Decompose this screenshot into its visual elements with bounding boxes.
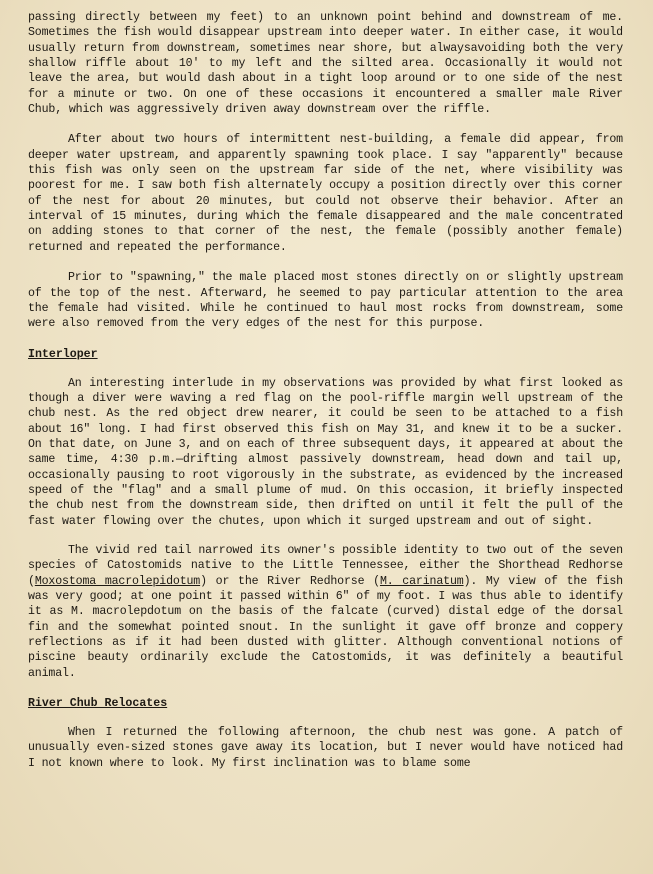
species-name-shorthead: Moxostoma macrolepidotum (34, 574, 201, 588)
paragraph-stone-placement: Prior to "spawning," the male placed most stones directly on or slightly upstream of the top of the nest. Afterward, he seemed to pay particular attention to the area the female had visited. While he continued to haul most rocks from downstream, some were also removed from the very edges of the nest for this purpose. (28, 271, 623, 331)
paragraph-redhorse-text-3: ). My view of the fish was very good; at one point it passed within 6" of my foot. I was thus able to identify it as M. macrolepdotum on the basis of the falcate (curved) distal edge of the dorsal fin and the somewhat pointed snout. In the sunlight it gave off bronze and coppery reflections as if it had been dusted with glitter. Although conventional notions of piscine beauty ordinarily exclude the Catostomids, it was definitely a beautiful animal. (28, 574, 623, 680)
paragraph-nest-gone: When I returned the following afternoon, the chub nest was gone. A patch of unusually even-sized stones gave away its location, but I never would have noticed had I not known where to look. My first inclination was to blame some (28, 726, 623, 770)
paragraph-spawning: After about two hours of intermittent nest-building, a female did appear, from deeper water upstream, and apparently spawning took place. I say "apparently" because this fish was only seen on the upstream far side of the net, where visibility was poorest for me. I saw both fish alternately occupy a position directly over this corner of the nest for about 20 minutes, but could not observe their behavior. After an interval of 15 minutes, during which the female disappeared and the male concentrated on adding stones to that corner of the nest, the female (possibly another female) returned and repeated the performance. (28, 133, 623, 254)
paragraph-redhorse-text-1: The vivid red tail narrowed its owner's possible identity to two out of the seven species of Catostomids native to the Little Tennessee, either the Shorthead Redhorse ( (28, 543, 623, 588)
paragraph-redhorse-identification (28, 543, 623, 681)
section-heading-river-chub-relocates: River Chub Relocates (28, 697, 168, 711)
paragraph-nest-guarding: passing directly between my feet) to an unknown point behind and downstream of me. Sometimes the fish would disappear upstream into deeper water. In either case, it would usually return from downstream, sometimes near shore, but alwaysavoiding both the very shallow riffle about 10' to my left and the silted area. Occasionally it would not leave the area, but would dash about in a tight loop around or to one side of the nest for a minute or two. On one of these occasions it encountered a smaller male River Chub, which was aggressively driven away downstream over the riffle. (28, 11, 623, 117)
paragraph-sucker-observation: An interesting interlude in my observations was provided by what first looked as though a diver were waving a red flag on the pool-riffle margin well upstream of the chub nest. As the red object drew nearer, it could be seen to be attached to a fish about 16" long. I had first observed this fish on May 31, and knew it to be a sucker. On that date, on June 3, and on each of three subsequent days, it appeared at about the same time, 4:30 p.m.—drifting almost passively downstream, head down and tail up, occasionally pausing to root vigorously in the substrate, as evidenced by the increased speed of the "flag" and a small plume of mud. On this occasion, it briefly inspected the chub nest from the downstream side, then drifted on until it felt the pull of the fast water flowing over the chutes, upon which it surged upstream and out of sight. (28, 376, 623, 528)
species-name-river-redhorse: M. carinatum (379, 574, 464, 588)
section-heading-interloper: Interloper (28, 347, 98, 361)
paragraph-redhorse-text-2: ) or the River Redhorse ( (200, 574, 380, 588)
